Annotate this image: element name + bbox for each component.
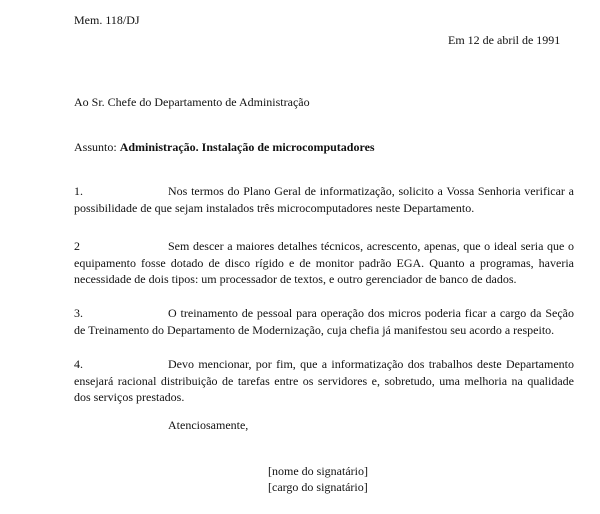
- paragraph-text: Sem descer a maiores detalhes técnicos, acrescento, apenas, que o ideal seria que o equipamento fosse dotado de disco rígido e de monitor padrão EGA. Quanto a programas, haveria necessidade de dois tipos: um processador de textos, e outro gerenciador de banco de dados.: [74, 239, 574, 286]
- paragraph-number: 1.: [74, 184, 83, 198]
- paragraph-text: Devo mencionar, por fim, que a informatização dos trabalhos deste Departamento ensejará racional distribuição de tarefas entre os servidores e, sobretudo, uma melhoria na qualidade dos serviços prestados.: [74, 357, 574, 404]
- memo-closing: Atenciosamente,: [168, 418, 249, 432]
- paragraph-number: 2: [74, 239, 80, 253]
- memo-date: Em 12 de abril de 1991: [448, 33, 561, 47]
- memo-addressee: Ao Sr. Chefe do Departamento de Administração: [74, 95, 310, 109]
- paragraph-number: 3.: [74, 306, 83, 320]
- paragraph-text: O treinamento de pessoal para operação dos micros poderia ficar a cargo da Seção de Treinamento do Departamento de Modernização, cuja chefia já manifestou seu acordo a respeito.: [74, 306, 574, 337]
- paragraph-2: [74, 238, 574, 288]
- signatory-title: [cargo do signatário]: [268, 480, 368, 494]
- memo-reference: Mem. 118/DJ: [74, 13, 140, 27]
- paragraph-number: 4.: [74, 357, 83, 371]
- paragraph-1: [74, 183, 574, 216]
- subject-text: Administração. Instalação de microcomputadores: [119, 140, 375, 154]
- memo-subject: [74, 140, 375, 154]
- paragraph-text: Nos termos do Plano Geral de informatização, solicito a Vossa Senhoria verificar a possibilidade de que sejam instalados três microcomputadores neste Departamento.: [74, 184, 574, 215]
- paragraph-4: [74, 356, 574, 406]
- paragraph-3: [74, 305, 574, 338]
- subject-label: Assunto:: [74, 140, 117, 154]
- signatory-name: [nome do signatário]: [268, 464, 368, 478]
